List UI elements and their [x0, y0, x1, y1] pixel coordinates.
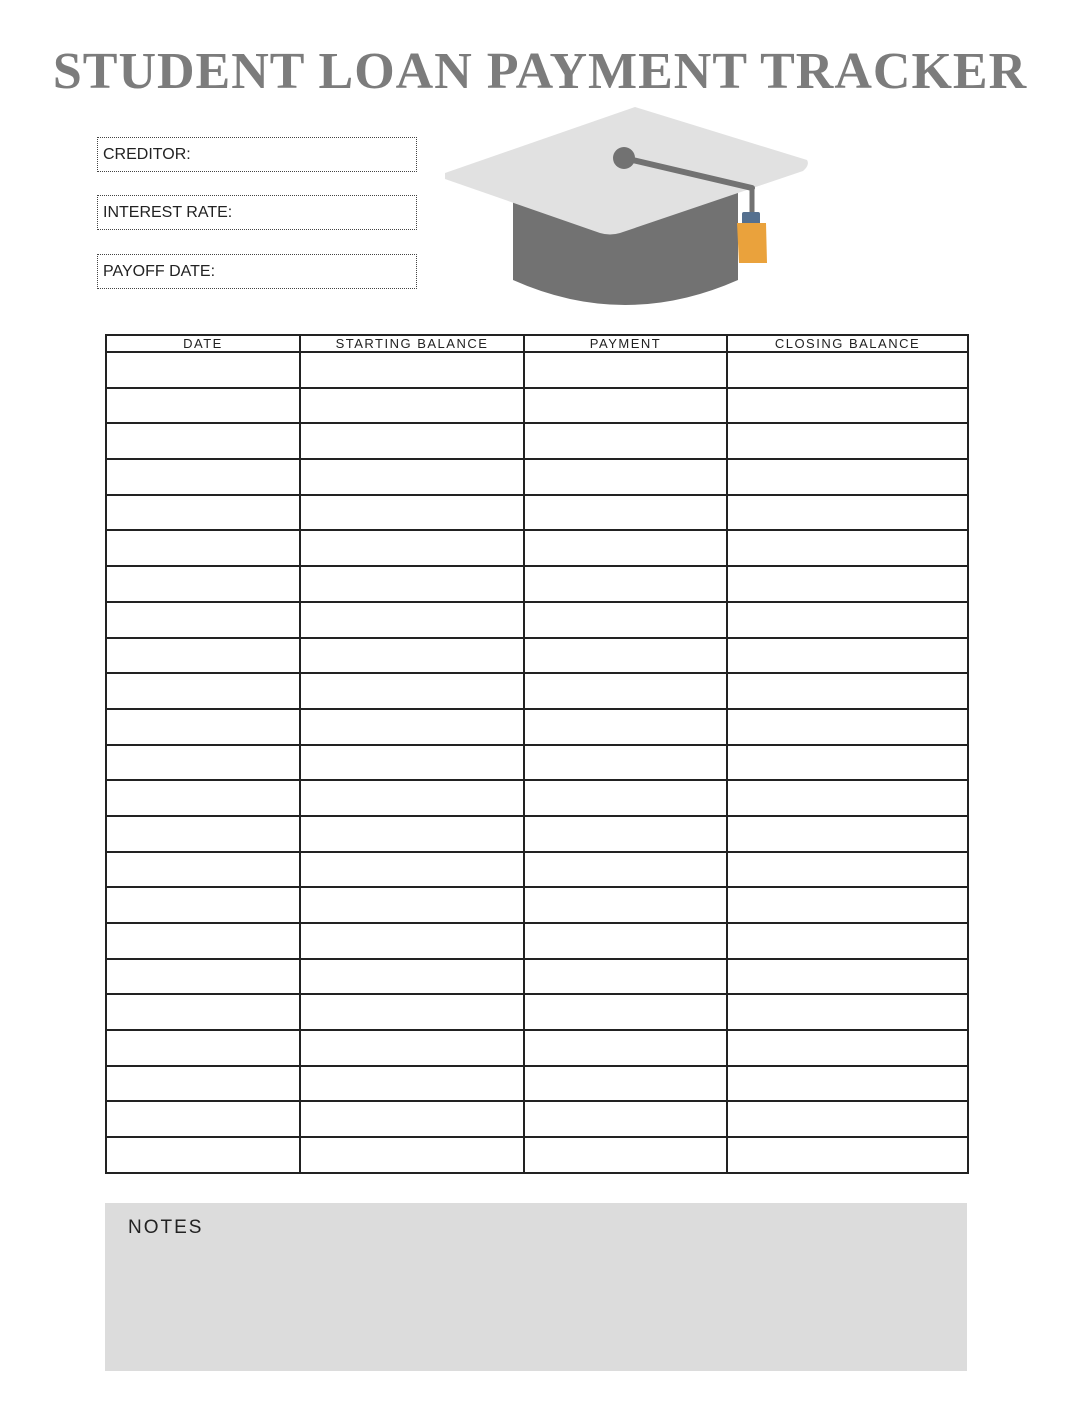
table-cell[interactable]: [106, 638, 300, 674]
table-cell[interactable]: [106, 745, 300, 781]
table-cell[interactable]: [106, 459, 300, 495]
table-row: [106, 638, 968, 674]
table-cell[interactable]: [300, 780, 524, 816]
notes-box[interactable]: [105, 1203, 967, 1371]
table-cell[interactable]: [727, 602, 968, 638]
table-cell[interactable]: [727, 852, 968, 888]
table-cell[interactable]: [524, 923, 727, 959]
table-cell[interactable]: [300, 388, 524, 424]
closing-balance-column-header: CLOSING BALANCE: [727, 335, 968, 352]
table-row: [106, 1101, 968, 1137]
table-cell[interactable]: [524, 994, 727, 1030]
table-cell[interactable]: [524, 352, 727, 388]
table-body: [106, 352, 968, 1173]
table-cell[interactable]: [727, 459, 968, 495]
table-cell[interactable]: [524, 1030, 727, 1066]
table-cell[interactable]: [524, 959, 727, 995]
table-row: [106, 459, 968, 495]
table-cell[interactable]: [727, 1101, 968, 1137]
interest-rate-label: INTEREST RATE:: [103, 204, 233, 221]
table-cell[interactable]: [727, 923, 968, 959]
table-cell[interactable]: [300, 602, 524, 638]
table-cell[interactable]: [106, 994, 300, 1030]
starting-balance-column-header: STARTING BALANCE: [300, 335, 524, 352]
table-row: [106, 852, 968, 888]
table-cell[interactable]: [106, 423, 300, 459]
table-row: [106, 709, 968, 745]
table-cell[interactable]: [524, 602, 727, 638]
table-cell[interactable]: [300, 1030, 524, 1066]
table-row: [106, 959, 968, 995]
table-cell[interactable]: [727, 495, 968, 531]
table-row: [106, 923, 968, 959]
table-cell[interactable]: [727, 994, 968, 1030]
table-row: [106, 495, 968, 531]
graduation-cap-icon: [445, 105, 815, 315]
table-cell[interactable]: [524, 673, 727, 709]
table-cell[interactable]: [300, 709, 524, 745]
table-row: [106, 745, 968, 781]
table-cell[interactable]: [106, 1030, 300, 1066]
table-row: [106, 530, 968, 566]
table-cell[interactable]: [727, 959, 968, 995]
interest-rate-field[interactable]: [97, 195, 417, 230]
table-cell[interactable]: [727, 352, 968, 388]
table-cell[interactable]: [300, 495, 524, 531]
table-cell[interactable]: [727, 566, 968, 602]
table-cell[interactable]: [727, 423, 968, 459]
date-column-header: DATE: [106, 335, 300, 352]
table-cell[interactable]: [300, 673, 524, 709]
table-cell[interactable]: [300, 816, 524, 852]
table-row: [106, 423, 968, 459]
table-cell[interactable]: [300, 352, 524, 388]
table-cell[interactable]: [106, 602, 300, 638]
table-row: [106, 780, 968, 816]
table-cell[interactable]: [300, 566, 524, 602]
table-cell[interactable]: [727, 745, 968, 781]
payoff-date-label: PAYOFF DATE:: [103, 263, 216, 280]
table-cell[interactable]: [727, 530, 968, 566]
table-cell[interactable]: [106, 352, 300, 388]
table-cell[interactable]: [524, 1101, 727, 1137]
table-cell[interactable]: [106, 1101, 300, 1137]
table-cell[interactable]: [727, 709, 968, 745]
table-row: [106, 602, 968, 638]
table-cell[interactable]: [524, 1137, 727, 1173]
table-cell[interactable]: [524, 638, 727, 674]
table-cell[interactable]: [524, 530, 727, 566]
table-cell[interactable]: [300, 745, 524, 781]
table-cell[interactable]: [300, 1066, 524, 1102]
table-row: [106, 1030, 968, 1066]
table-cell[interactable]: [300, 923, 524, 959]
table-cell[interactable]: [524, 566, 727, 602]
table-cell[interactable]: [106, 887, 300, 923]
table-cell[interactable]: [524, 780, 727, 816]
table-cell[interactable]: [300, 530, 524, 566]
table-cell[interactable]: [300, 959, 524, 995]
table-cell[interactable]: [524, 887, 727, 923]
table-cell[interactable]: [106, 709, 300, 745]
table-cell[interactable]: [727, 816, 968, 852]
table-cell[interactable]: [524, 388, 727, 424]
table-cell[interactable]: [727, 673, 968, 709]
table-cell[interactable]: [300, 852, 524, 888]
table-cell[interactable]: [106, 780, 300, 816]
creditor-field[interactable]: [97, 137, 417, 172]
table-cell[interactable]: [524, 1066, 727, 1102]
table-cell[interactable]: [727, 887, 968, 923]
table-cell[interactable]: [524, 423, 727, 459]
table-cell[interactable]: [524, 459, 727, 495]
payment-column-header: PAYMENT: [524, 335, 727, 352]
page-title: STUDENT LOAN PAYMENT TRACKER: [52, 43, 1028, 100]
table-cell[interactable]: [727, 388, 968, 424]
table-cell[interactable]: [106, 852, 300, 888]
table-row: [106, 566, 968, 602]
table-cell[interactable]: [106, 1066, 300, 1102]
table-row: [106, 1066, 968, 1102]
table-cell[interactable]: [524, 852, 727, 888]
table-cell[interactable]: [106, 673, 300, 709]
payoff-date-field[interactable]: [97, 254, 417, 289]
table-cell[interactable]: [300, 1101, 524, 1137]
table-row: [106, 673, 968, 709]
table-cell[interactable]: [727, 638, 968, 674]
table-cell[interactable]: [300, 887, 524, 923]
table-cell[interactable]: [106, 1137, 300, 1173]
table-cell[interactable]: [727, 1066, 968, 1102]
creditor-label: CREDITOR:: [103, 146, 191, 163]
table-row: [106, 352, 968, 388]
notes-label: NOTES: [128, 1217, 204, 1238]
table-cell[interactable]: [106, 816, 300, 852]
table-cell[interactable]: [106, 566, 300, 602]
table-cell[interactable]: [106, 959, 300, 995]
table-cell[interactable]: [727, 1030, 968, 1066]
table-row: [106, 887, 968, 923]
table-cell[interactable]: [106, 530, 300, 566]
table-row: [106, 816, 968, 852]
table-cell[interactable]: [106, 923, 300, 959]
table-row: [106, 388, 968, 424]
table-row: [106, 994, 968, 1030]
table-cell[interactable]: [524, 709, 727, 745]
table-cell[interactable]: [727, 780, 968, 816]
table-row: [106, 1137, 968, 1173]
table-cell[interactable]: [300, 994, 524, 1030]
table-cell[interactable]: [106, 495, 300, 531]
table-header-row: [106, 335, 968, 352]
table-cell[interactable]: [300, 638, 524, 674]
payment-table: [105, 334, 969, 1174]
table-cell[interactable]: [524, 495, 727, 531]
table-cell[interactable]: [106, 388, 300, 424]
table-cell[interactable]: [300, 459, 524, 495]
table-cell[interactable]: [524, 745, 727, 781]
table-cell[interactable]: [524, 816, 727, 852]
table-cell[interactable]: [727, 1137, 968, 1173]
table-cell[interactable]: [300, 1137, 524, 1173]
table-cell[interactable]: [300, 423, 524, 459]
